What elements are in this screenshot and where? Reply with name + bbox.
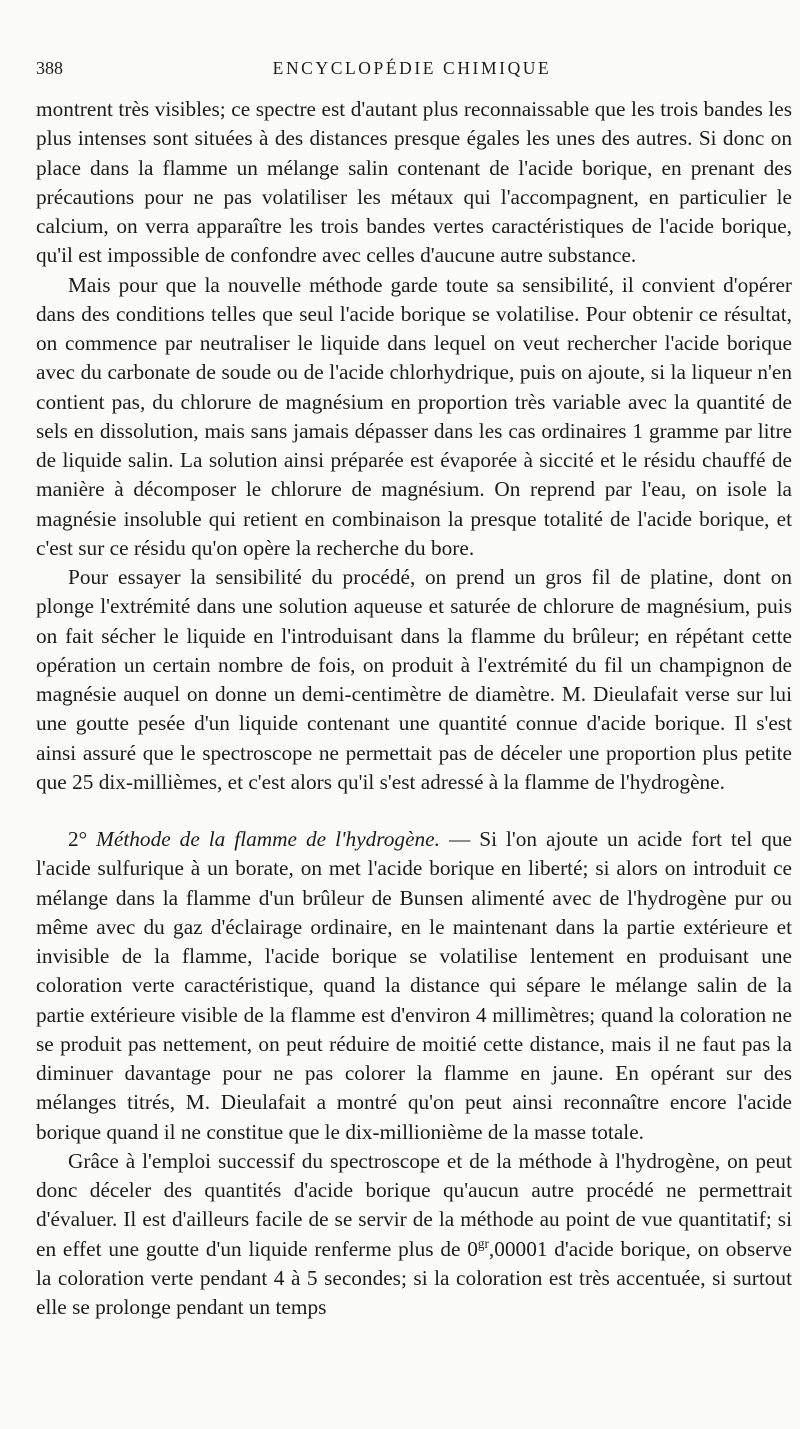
body-text: [36, 95, 792, 1322]
paragraph-5: [36, 1147, 792, 1323]
running-title: ENCYCLOPÉDIE CHIMIQUE: [272, 58, 552, 78]
paragraph-2: Mais pour que la nouvelle méthode garde toute sa sensibilité, il convient d'opérer dans des conditions telles que seul l'acide borique se volatilise. Pour obtenir ce résultat, on commence par neutraliser le liquide dans lequel on veut rechercher l'acide borique avec du carbonate de soude ou de l'acide chlorhydrique, puis on ajoute, si la liqueur n'en contient pas, du chlorure de magnésium en proportion très variable avec la quantité de sels en dissolution, mais sans jamais dépasser dans les cas ordinaires 1 gramme par litre de liquide salin. La solution ainsi préparée est évaporée à siccité et le résidu chauffé de manière à décomposer le chlorure de magnésium. On reprend par l'eau, on isole la magnésie insoluble qui retient en combinaison la presque totalité de l'acide borique, et c'est sur ce résidu qu'on opère la recherche du bore.: [36, 272, 792, 560]
paragraph-5-text-end: ,00001 d'acide borique, on observe la coloration verte pendant 4 à 5 secondes; si la coloration est très accentuée, si surtout elle se prolonge pendant un temps: [36, 1236, 792, 1319]
paragraph-3: Pour essayer la sensibilité du procédé, on prend un gros fil de platine, dont on plonge l'extrémité dans une solution aqueuse et saturée de chlorure de magnésium, puis on fait sécher le liquide en l'introduisant dans la flamme du brûleur; en répétant cette opération un certain nombre de fois, on produit à l'extrémité du fil un champignon de magnésie auquel on donne un demi-centimètre de diamètre. M. Dieulafait verse sur lui une goutte pesée d'un liquide contenant une quantité connue d'acide borique. Il s'est ainsi assuré que le spectroscope ne permettait pas de déceler une proportion plus petite que 25 dix-millièmes, et c'est alors qu'il s'est adressé à la flamme de l'hydrogène.: [36, 565, 792, 794]
gram-unit-superscript: gr: [477, 1235, 489, 1251]
paragraph-5-text-start: Grâce à l'emploi successif du spectroscope et de la méthode à l'hydrogène, on peut donc déceler des quantités d'acide borique qu'aucun autre procédé ne permettrait d'évaluer. Il est d'ailleurs facile de se servir de la méthode au point de vue quantitatif; si en effet une goutte d'un liquide renferme plus de 0: [36, 1148, 792, 1261]
section-title: Méthode de la flamme de l'hydrogène.: [96, 827, 440, 851]
page-number: 388: [36, 58, 63, 78]
page-header: [36, 58, 788, 82]
paragraph-1: montrent très visibles; ce spectre est d'autant plus reconnaissable que les trois bandes les plus intenses sont situées à des distances presque égales les unes des autres. Si donc on place dans la flamme un mélange salin contenant de l'acide borique, en prenant des précautions pour ne pas volatiliser les métaux qui l'accompagnent, en particulier le calcium, on verra apparaître les trois bandes vertes caractéristiques de l'acide borique, qu'il est impossible de confondre avec celles d'aucune autre substance.: [36, 97, 792, 268]
section-number: 2°: [68, 827, 88, 851]
paragraph-4: [36, 825, 792, 1147]
paragraph-4-text: — Si l'on ajoute un acide fort tel que l'acide sulfurique à un borate, on met l'acide borique en liberté; si alors on introduit ce mélange dans la flamme d'un brûleur de Bunsen alimenté avec de l'hydrogène pur ou même avec du gaz d'éclairage ordinaire, en le maintenant dans la partie extérieure et invisible de la flamme, l'acide borique se volatilise lentement en produisant une coloration verte caractéristique, quand la distance qui sépare le mélange salin de la partie extérieure visible de la flamme est d'environ 4 millimètres; quand la coloration ne se produit pas nettement, on peut réduire de moitié cette distance, mais il ne faut pas la diminuer davantage pour ne pas colorer la flamme en jaune. En opérant sur des mélanges titrés, M. Dieulafait a montré qu'on peut ainsi reconnaître encore l'acide borique quand il ne constitue que le dix-millionième de la masse totale.: [36, 827, 792, 1144]
